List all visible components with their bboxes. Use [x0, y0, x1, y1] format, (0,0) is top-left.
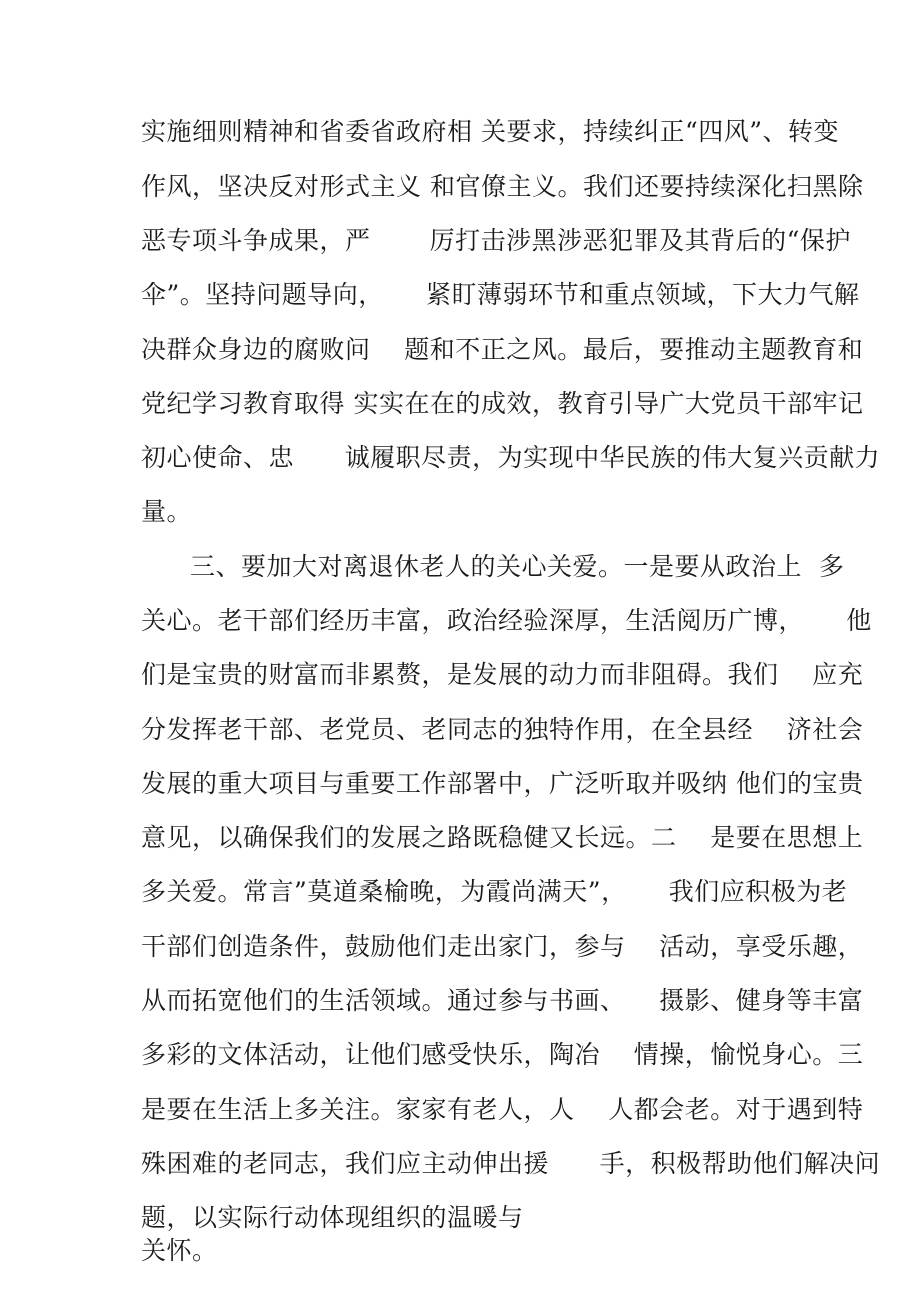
text-line: 多彩的文体活动，让他们感受快乐，陶冶 情操，愉悦身心。三	[141, 1040, 864, 1069]
text-line: 关心。老干部们经历丰富，政治经验深厚，生活阅历广博， 他	[141, 606, 872, 635]
text-line: 决群众身边的腐败问 题和不正之风。最后，要推动主题教育和	[141, 335, 864, 364]
paragraph-heading-line: 三、要加大对离退休老人的关心关爱。一是要从政治上 多	[190, 552, 845, 581]
text-line: 量。	[141, 497, 193, 526]
text-line: 伞”。坚持问题导向， 紧盯薄弱环节和重点领域，下大力气解	[141, 280, 860, 309]
text-line: 实施细则精神和省委省政府相 关要求，持续纠正“四风”、转变	[141, 117, 840, 146]
text-line: 关怀。	[141, 1236, 218, 1265]
text-line: 干部们创造条件，鼓励他们走出家门，参与 活动，享受乐趣，	[141, 932, 864, 961]
text-line: 分发挥老干部、老党员、老同志的独特作用，在全县经 济社会	[141, 715, 864, 744]
text-line: 党纪学习教育取得 实实在在的成效，教育引导广大党员干部牢记	[141, 389, 864, 418]
text-line: 初心使命、忠 诚履职尽责，为实现中华民族的伟大复兴贡献力	[141, 443, 881, 472]
text-line: 题，以实际行动体现组织的温暖与	[141, 1203, 524, 1232]
text-line: 意见，以确保我们的发展之路既稳健又长远。二 是要在思想上	[141, 823, 864, 852]
text-line: 从而拓宽他们的生活领域。通过参与书画、 摄影、健身等丰富	[141, 986, 864, 1015]
text-line: 殊困难的老同志，我们应主动伸出援 手，积极帮助他们解决问	[141, 1149, 881, 1178]
text-line: 作风，坚决反对形式主义 和官僚主义。我们还要持续深化扫黑除	[141, 172, 864, 201]
text-line: 恶专项斗争成果，严 厉打击涉黑涉恶犯罪及其背后的“保护	[141, 226, 851, 255]
text-line: 多关爱。常言”莫道桑榆晚，为霞尚满天”， 我们应积极为老	[141, 877, 848, 906]
text-line: 们是宝贵的财富而非累赘，是发展的动力而非阻碍。我们 应充	[141, 660, 864, 689]
text-line: 是要在生活上多关注。家家有老人，人 人都会老。对于遇到特	[141, 1095, 864, 1124]
text-line: 发展的重大项目与重要工作部署中，广泛听取并吸纳 他们的宝贵	[141, 769, 864, 798]
